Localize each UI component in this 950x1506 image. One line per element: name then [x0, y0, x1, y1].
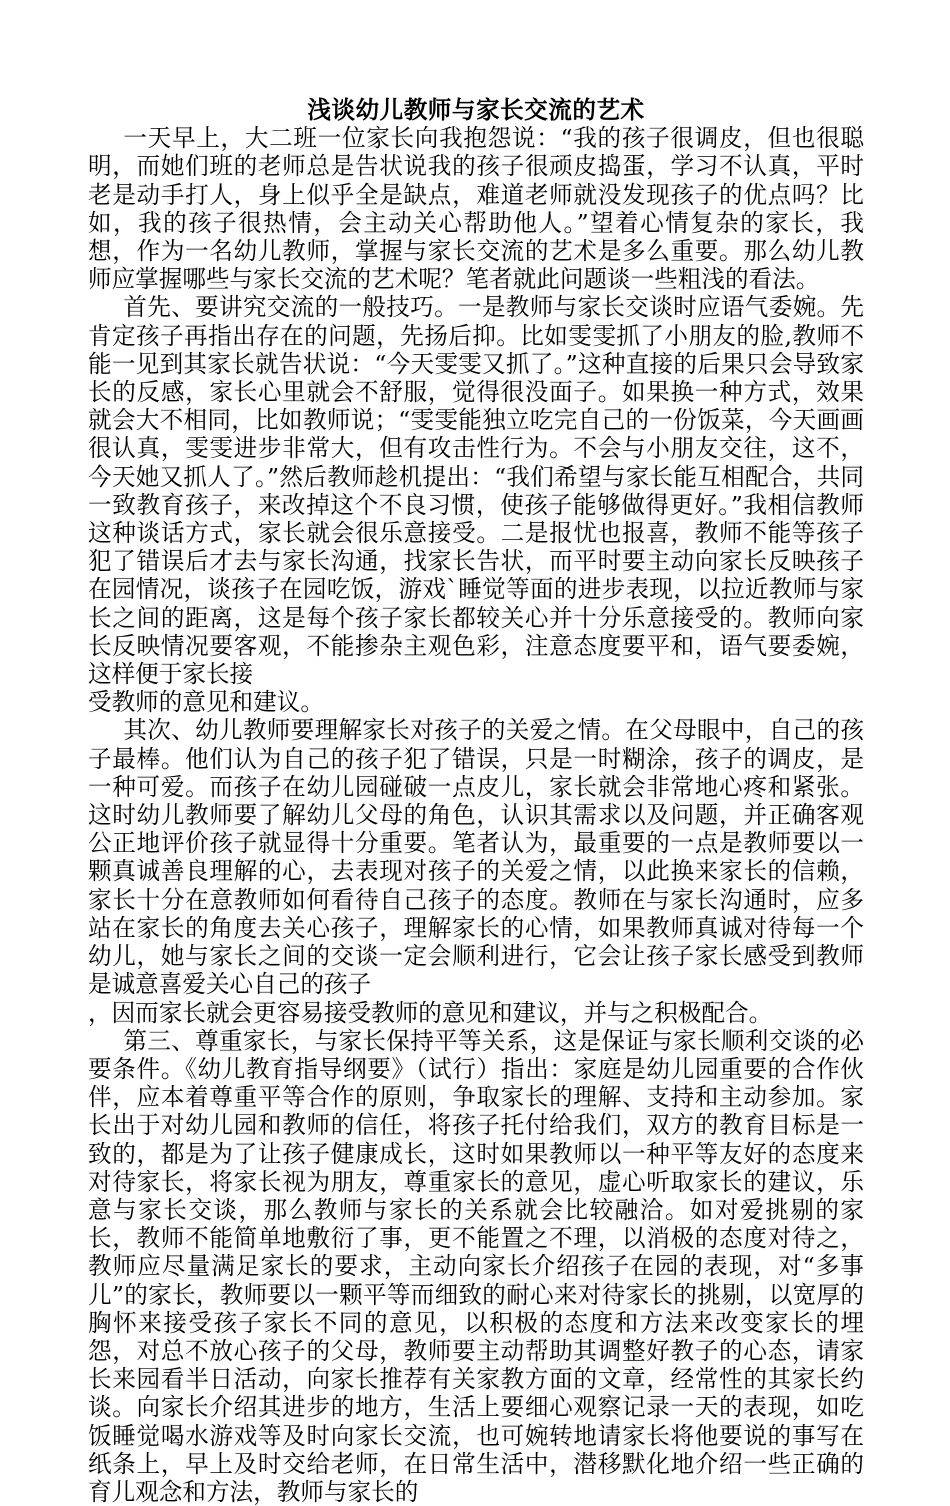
- paragraph-intro: 一天早上，大二班一位家长向我抱怨说：“我的孩子很调皮，但也很聪明，而她们班的老师总是告状说我的孩子很顽皮捣蛋，学习不认真，平时老是动手打人，身上似乎全是缺点，难道老师就没发现孩子的优点吗？比如，我的孩子很热情，会主动关心帮助他人。”望着心情复杂的家长，我想，作为一名幼儿教师，掌握与家长交流的艺术是多么重要。那么幼儿教师应掌握哪些与家长交流的艺术呢？笔者就此问题谈一些粗浅的看法。: [88, 124, 864, 294]
- paragraph-third-point: 第三、尊重家长，与家长保持平等关系，这是保证与家长顺利交谈的必要条件。《幼儿教育指导纲要》（试行）指出：家庭是幼儿园重要的合作伙伴，应本着尊重平等合作的原则，争取家长的理解、支持和主动参加。家长出于对幼儿园和教师的信任，将孩子托付给我们，双方的教育目标是一致的，都是为了让孩子健康成长，这时如果教师以一种平等友好的态度来对待家长，将家长视为朋友，尊重家长的意见，虚心听取家长的建议，乐意与家长交谈，那么教师与家长的关系就会比较融洽。如对爱挑剔的家长，教师不能简单地敷衍了事，更不能置之不理，以消极的态度对待之，教师应尽量满足家长的要求，主动向家长介绍孩子在园的表现，对“多事儿”的家长，教师要以一颗平等而细致的耐心来对待家长的挑剔，以宽厚的胸怀来接受孩子家长不同的意见，以积极的态度和方法来改变家长的埋怨，对总不放心孩子的父母，教师要主动帮助其调整好教子的心态，请家长来园看半日活动，向家长推荐有关家教方面的文章，经常性的其家长约谈。向家长介绍其进步的地方，生活上要细心观察记录一天的表现，如吃饭睡觉喝水游戏等及时向家长交流，也可婉转地请家长将他要说的事写在纸条上，早上及时交给老师，在日常生活中，潜移默化地介绍一些正确的育儿观念和方法，教师与家长的: [88, 1026, 864, 1506]
- paragraph-first-point: 首先、要讲究交流的一般技巧。一是教师与家长交谈时应语气委婉。先肯定孩子再指出存在的问题，先扬后抑。比如雯雯抓了小朋友的脸,教师不能一见到其家长就告状说：“今天雯雯又抓了。”这种直接的后果只会导致家长的反感，家长心里就会不舒服，觉得很没面子。如果换一种方式，效果就会大不相同，比如教师说；“雯雯能独立吃完自己的一份饭菜，今天画画很认真，雯雯进步非常大，但有攻击性行为。不会与小朋友交往，这不，今天她又抓人了。”然后教师趁机提出：“我们希望与家长能互相配合，共同一致教育孩子，来改掉这个不良习惯，使孩子能够做得更好。”我相信教师这种谈话方式，家长就会很乐意接受。二是报忧也报喜，教师不能等孩子犯了错误后才去与家长沟通，找家长告状，而平时要主动向家长反映孩子在园情况，谈孩子在园吃饭，游戏`睡觉等面的进步表现，以拉近教师与家长之间的距离，这是每个孩子家长都较关心并十分乐意接受的。教师向家长反映情况要客观，不能掺杂主观色彩，注意态度要平和，语气要委婉，这样便于家长接: [88, 293, 864, 689]
- paragraph-second-point-continuation: ，因而家长就会更容易接受教师的意见和建议，并与之积极配合。: [88, 998, 773, 1027]
- paragraph-first-point-continuation: 受教师的意见和建议。: [88, 688, 324, 717]
- document-page: [88, 96, 864, 1506]
- paragraph-second-point: 其次、幼儿教师要理解家长对孩子的关爱之情。在父母眼中，自己的孩子最棒。他们认为自己的孩子犯了错误，只是一时糊涂，孩子的调皮，是一种可爱。而孩子在幼儿园碰破一点皮儿，家长就会非常地心疼和紧张。这时幼儿教师要了解幼儿父母的角色，认识其需求以及问题，并正确客观公正地评价孩子就显得十分重要。笔者认为，最重要的一点是教师要以一颗真诚善良理解的心，去表现对孩子的关爱之情，以此换来家长的信赖，家长十分在意教师如何看待自己孩子的态度。教师在与家长沟通时，应多站在家长的角度去关心孩子，理解家长的心情，如果教师真诚对待每一个幼儿，她与家长之间的交谈一定会顺利进行，它会让孩子家长感受到教师是诚意喜爱关心自己的孩子: [88, 716, 864, 999]
- page-title: 浅谈幼儿教师与家长交流的艺术: [307, 96, 645, 124]
